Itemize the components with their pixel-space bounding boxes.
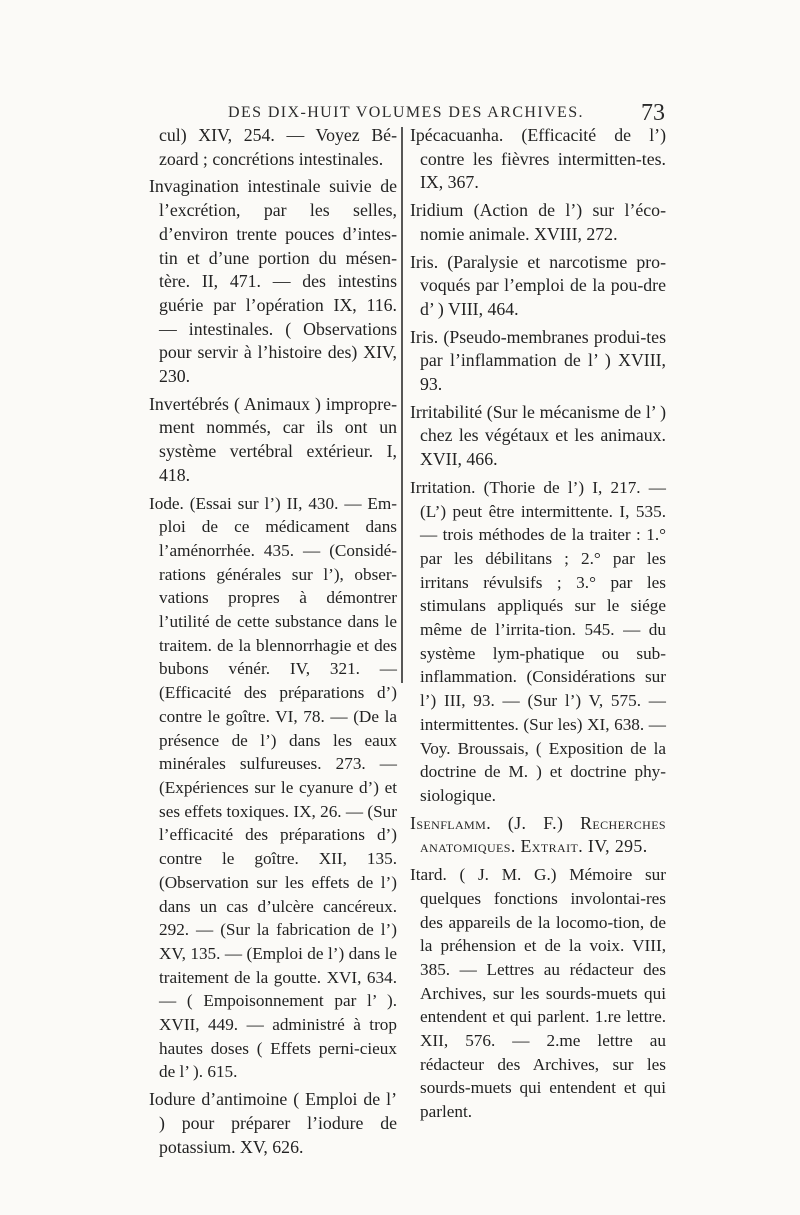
running-head-title: DES DIX-HUIT VOLUMES DES ARCHIVES. <box>228 104 584 121</box>
index-entry-invertebres: Invertébrés ( Animaux ) impropre-ment nommés, car ils ont un système vertébral extérieur. I, 418. <box>149 393 397 485</box>
index-entry-iris-pseudo-membranes: Iris. (Pseudo-membranes produi-tes par l’inflammation de l’ ) XVIII, 93. <box>410 326 666 395</box>
index-entry-iodure: Iodure d’antimoine ( Emploi de l’ ) pour préparer l’iodure de potassium. XV, 626. <box>149 1089 397 1157</box>
page-number: 73 <box>641 100 665 126</box>
index-entry-isenflamm: Isenflamm. (J. F.) Recherches anatomiques. Extrait. IV, 295. <box>410 812 666 857</box>
left-column <box>149 124 397 1163</box>
index-entry-itard: Itard. ( J. M. G.) Mémoire sur quelques fonctions involontai-res des appareils de la locomo-tion, de la préhension et de la voix. VIII, 385. — Lettres au rédacteur des Archives, sur les sourds-muets qui entendent et qui parlent. 1.re lettre. XII, 576. — 2.me lettre au rédacteur des Archives, sur les sourds-muets qui entendent et qui parlent. <box>410 865 666 1122</box>
index-entry-iridium: Iridium (Action de l’) sur l’éco-nomie animale. XVIII, 272. <box>410 200 666 244</box>
index-entry-irritabilite: Irritabilité (Sur le mécanisme de l’ ) chez les végétaux et les animaux. XVII, 466. <box>410 401 666 470</box>
column-divider <box>401 127 403 683</box>
index-entry-ipecacuanha: Ipécacuanha. (Efficacité de l’) contre les fièvres intermitten-tes. IX, 367. <box>410 125 666 193</box>
index-entry-iris-paralysie: Iris. (Paralysie et narcotisme pro-voqués par l’emploi de la pou-dre d’ ) VIII, 464. <box>410 251 666 319</box>
index-entry-invagination: Invagination intestinale suivie de l’excrétion, par les selles, d’environ trente pouces d’intes-tin et d’une portion du mésen-tère. II, 471. — des intestins guérie par l’opération IX, 116. — intestinales. ( Observations pour servir à l’histoire des) XIV, 230. <box>149 176 397 387</box>
right-column <box>410 124 666 1128</box>
index-entry-iode: Iode. (Essai sur l’) II, 430. — Em-ploi de ce médicament dans l’aménorrhée. 435. — (Considé-rations générales sur l’), obser-vations propres à démontrer l’utilité de cette substance dans le traitem. de la blennorrhagie et des bubons vénér. IV, 321. — (Efficacité des préparations d’) contre le goître. VI, 78. — (De la présence de l’) dans les eaux minérales sulfureuses. 273. — (Expériences sur le cyanure d’) et ses effets toxiques. IX, 26. — (Sur l’efficacité des préparations d’) contre le goître. XII, 135. (Observation sur les effets de l’) dans un cas d’ulcère cancéreux. 292. — (Sur la fabrication de l’) XV, 135. — (Emploi de l’) dans le traitement de la goutte. XVI, 634. — ( Empoisonnement par l’ ). XVII, 449. — administré à trop hautes doses ( Effets perni-cieux de l’ ). 615. <box>149 493 397 1082</box>
index-entry-irritation: Irritation. (Thorie de l’) I, 217. — (L’) peut être intermittente. I, 535. — trois méthodes de la traiter : 1.° par les débilitans ; 2.° par les irritans révulsifs ; 3.° par les stimulans appliqués sur le siége même de l’irrita-tion. 545. — du système lym-phatique ou sub-inflammation. (Considérations sur l’) III, 93. — (Sur l’) V, 575. — intermittentes. (Sur les) XI, 638. — Voy. Broussais, ( Exposition de la doctrine de M. ) et doctrine phy-siologique. <box>410 477 666 805</box>
index-entry-continuation: cul) XIV, 254. — Voyez Bé-zoard ; concrétions intestinales. <box>159 125 397 169</box>
